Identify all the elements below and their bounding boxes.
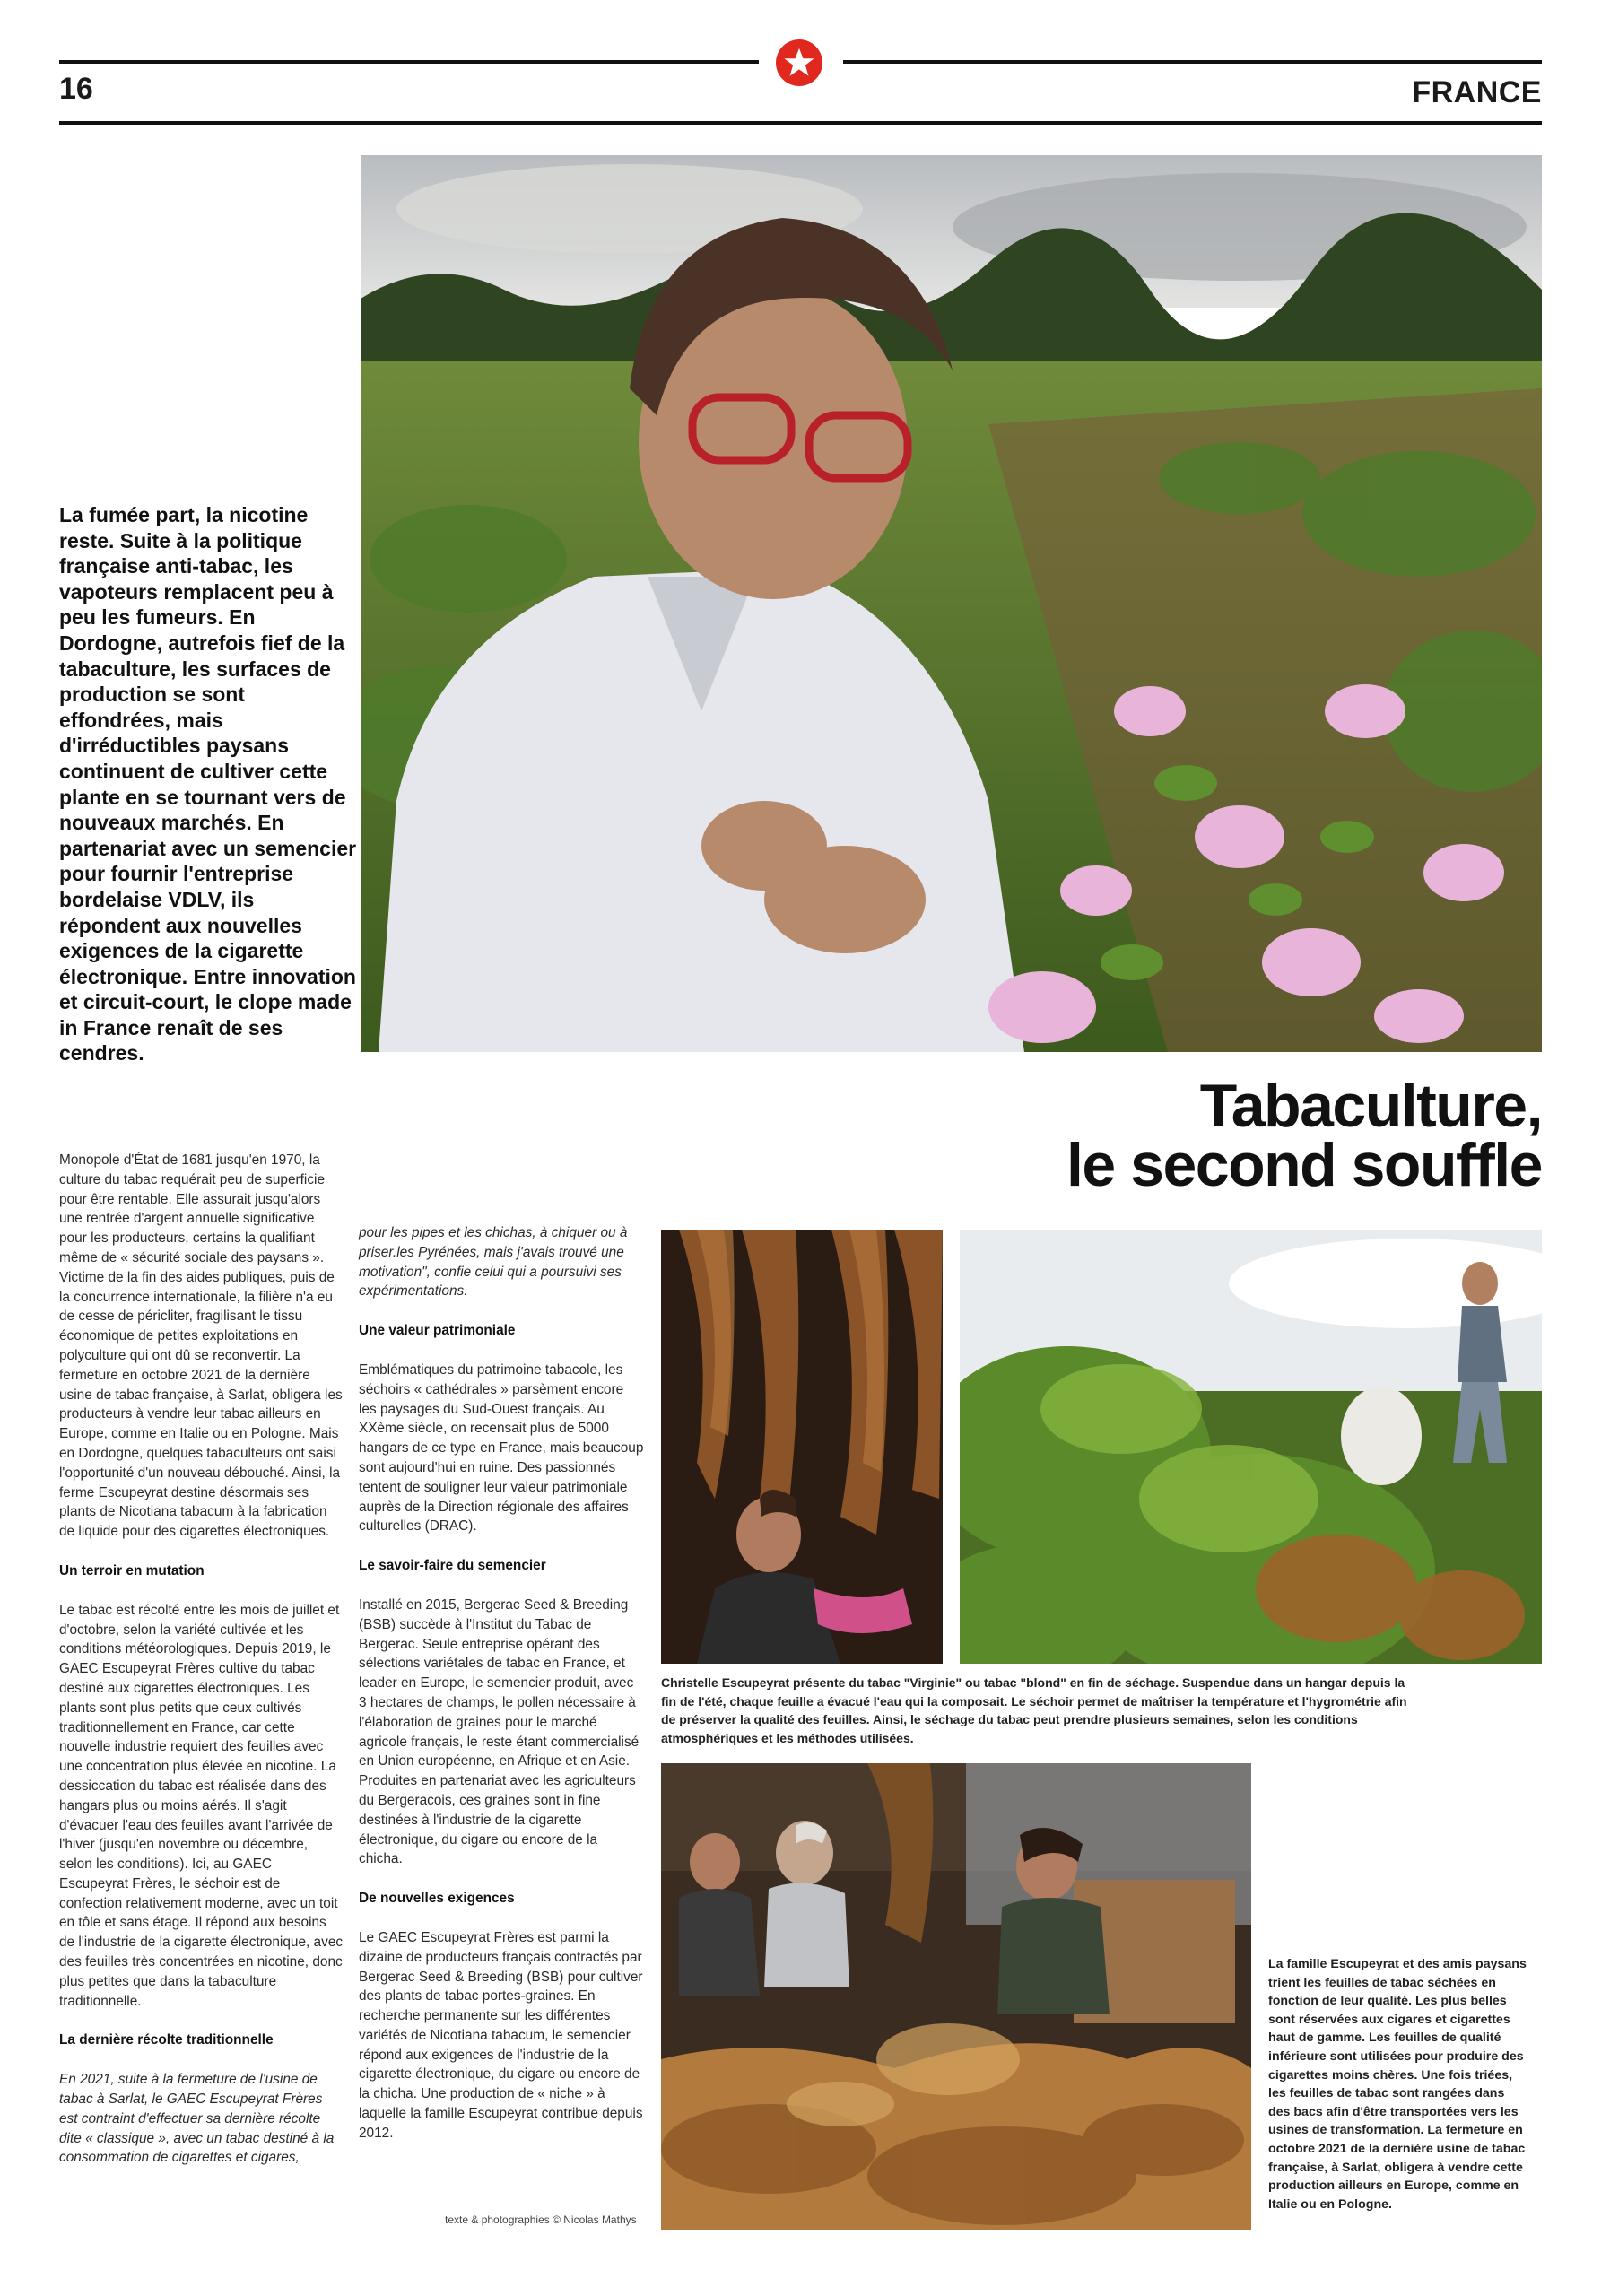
article-headline xyxy=(1066,1072,1542,1199)
header-rule-right xyxy=(843,60,1542,64)
intro-lede: La fumée part, la nicotine reste. Suite à la politique française anti-tabac, les vapoteurs remplacent peu à peu les fumeurs. En Dordogne, autrefois fief de la tabaculture, les surfaces de production se sont effondrées, mais d'irréductibles paysans continuent de cultiver cette plante en se tournant vers de nouveaux marchés. En partenariat avec un semencier pour fournir l'entreprise bordelaise VDLV, ils répondent aux nouvelles exigences de la cigarette électronique. Entre innovation et circuit-court, le clope made in France renaît de ses cendres. xyxy=(59,503,357,1065)
subhead-nouvelles-exigences: De nouvelles exigences xyxy=(359,1891,515,1907)
article-column-2 xyxy=(359,1223,644,2163)
column-2-paragraph-1: pour les pipes et les chichas, à chiquer ou à priser.les Pyrénées, mais j'avais trouvé une motivation", confie celui qui a poursuivi ses expérimentations. xyxy=(359,1225,628,1300)
header-rule-bottom xyxy=(59,121,1542,125)
header-rule-left xyxy=(59,60,759,64)
headline-line-2: le second souffle xyxy=(1066,1131,1542,1199)
star-icon xyxy=(782,46,816,80)
caption-sorting: La famille Escupeyrat et des amis paysans trient les feuilles de tabac séchées en fonction de leur qualité. Les plus belles sont réservées aux cigares et cigarettes haut de gamme. Les feuilles de qualité inférieure sont utilisées pour produire des cigarettes moins chères. Une fois triées, les feuilles de tabac sont rangées dans des bacs afin d'être transportées vers les usines de transformation. La fermeture en octobre 2021 de la dernière usine de tabac française, à Sarlat, obligera à vendre cette production ailleurs en Europe, comme en Italie ou en Pologne. xyxy=(1268,1957,1527,2212)
star-badge-icon xyxy=(776,39,822,86)
subhead-terroir: Un terroir en mutation xyxy=(59,1562,205,1578)
column-1-paragraph-1: Monopole d'État de 1681 jusqu'en 1970, la culture du tabac requérait peu de superficie pour être rentable. Elle assurait jusqu'alors une rentrée d'argent annuelle significative pour les producteurs, certains la qualifiant même de « sécurité sociale des paysans ». Victime de la fin des aides publiques, puis de la concurrence internationale, la filière n'a eu de cesse de péricliter, fragilisant le tissu économique de petites exploitations en polyculture qui ont dû se reconvertir. La fermeture en octobre 2021 de la dernière usine de tabac française, à Sarlat, obligera les producteurs à vendre leur tabac ailleurs en Europe, comme en Italie ou en Pologne. Mais en Dordogne, quelques tabaculteurs ont saisi l'opportunité d'un nouveau débouché. Ainsi, la ferme Escupeyrat destine désormais ses plants de Nicotiana tabacum à la fabrication de liquide pour des cigarettes électroniques. xyxy=(59,1152,343,1540)
subhead-derniere-recolte: La dernière récolte traditionnelle xyxy=(59,2032,274,2048)
column-2-paragraph-3: Installé en 2015, Bergerac Seed & Breeding (BSB) succède à l'Institut du Tabac de Bergerac. Seule entreprise opérant des sélections variétales de tabac en France, et leader en Europe, le semencier produit, avec 3 hectares de champs, le pollen nécessaire à l'élaboration de graines pour le marché agricole français, le reste étant commercialisé en Union européenne, en Afrique et en Asie. Produites en partenariat avec les agriculteurs du Bergeracois, ces graines sont in fine destinées à l'industrie de la cigarette électronique, du cigare ou encore de la chicha. xyxy=(359,1596,640,1867)
photo-drying-barn xyxy=(661,1230,943,1664)
headline-line-1: Tabaculture, xyxy=(1199,1072,1542,1140)
photo-harvester-field xyxy=(960,1230,1542,1664)
photo-sorting-leaves xyxy=(661,1763,1251,2230)
section-label: FRANCE xyxy=(1412,75,1542,109)
hero-photo-tobacco-flowers xyxy=(361,155,1542,1052)
subhead-valeur-patrimoniale: Une valeur patrimoniale xyxy=(359,1323,516,1339)
column-1-paragraph-3: En 2021, suite à la fermeture de l'usine de tabac à Sarlat, le GAEC Escupeyrat Frères est contraint d'effectuer sa dernière récolte dite « classique », avec un tabac destiné à la consommation de cigarettes et cigares, xyxy=(59,2072,335,2166)
column-1-paragraph-2: Le tabac est récolté entre les mois de juillet et d'octobre, selon la variété cultivée et les conditions météorologiques. Depuis 2019, le GAEC Escupeyrat Frères cultive du tabac destiné aux cigarettes électroniques. Les plants sont plus petits que ceux cultivés traditionnellement en France, car cette nouvelle industrie requiert des feuilles avec une concentration plus élevée en nicotine. La dessiccation du tabac est réalisée dans des hangars plus ou moins aérés. Il s'agit d'évacuer l'eau des feuilles avant l'arrivée de l'hiver (jusqu'en novembre ou décembre, selon les conditions). Ici, au GAEC Escupeyrat Frères, le séchoir est de confection relativement moderne, avec un toit en tôle et sans étage. Il répond aux besoins de l'industrie de la cigarette électronique, avec des feuilles très concentrées en nicotine, donc plus petites que dans la tabaculture traditionnelle. xyxy=(59,1602,344,2009)
column-2-paragraph-4: Le GAEC Escupeyrat Frères est parmi la dizaine de producteurs français contractés par Bergerac Seed & Breeding (BSB) pour cultiver des plants de tabac portes-graines. En recherche permanente sur les différentes variétés de Nicotiana tabacum, le semencier répond aux exigences de l'industrie de la cigarette électronique, du cigare ou encore de la chicha. Une production de « niche » à laquelle la famille Escupeyrat contribue depuis 2012. xyxy=(359,1929,643,2141)
page-number: 16 xyxy=(59,72,93,106)
photo-credit: texte & photographies © Nicolas Mathys xyxy=(445,2213,637,2226)
caption-drying: Christelle Escupeyrat présente du tabac "Virginie" ou tabac "blond" en fin de séchage. Suspendue dans un hangar depuis la fin de l'été, chaque feuille a évacué l'eau qui la composait. Le séchoir permet de maîtriser la température et l'hygrométrie afin de préserver la qualité des feuilles. Ainsi, le séchage du tabac peut prendre plusieurs semaines, selon les conditions atmosphériques et les méthodes utilisées. xyxy=(661,1675,1407,1745)
subhead-savoir-faire: Le savoir-faire du semencier xyxy=(359,1558,546,1574)
article-column-1 xyxy=(59,1151,344,2187)
column-2-paragraph-2: Emblématiques du patrimoine tabacole, les séchoirs « cathédrales » parsèment encore les paysages du Sud-Ouest français. Au XXème siècle, on recensait plus de 5000 hangars de ce type en France, mais beaucoup sont aujourd'hui en ruine. Des passionnés tentent de souligner leur valeur patrimoniale auprès de la Direction régionale des affaires culturelles (DRAC). xyxy=(359,1361,644,1535)
